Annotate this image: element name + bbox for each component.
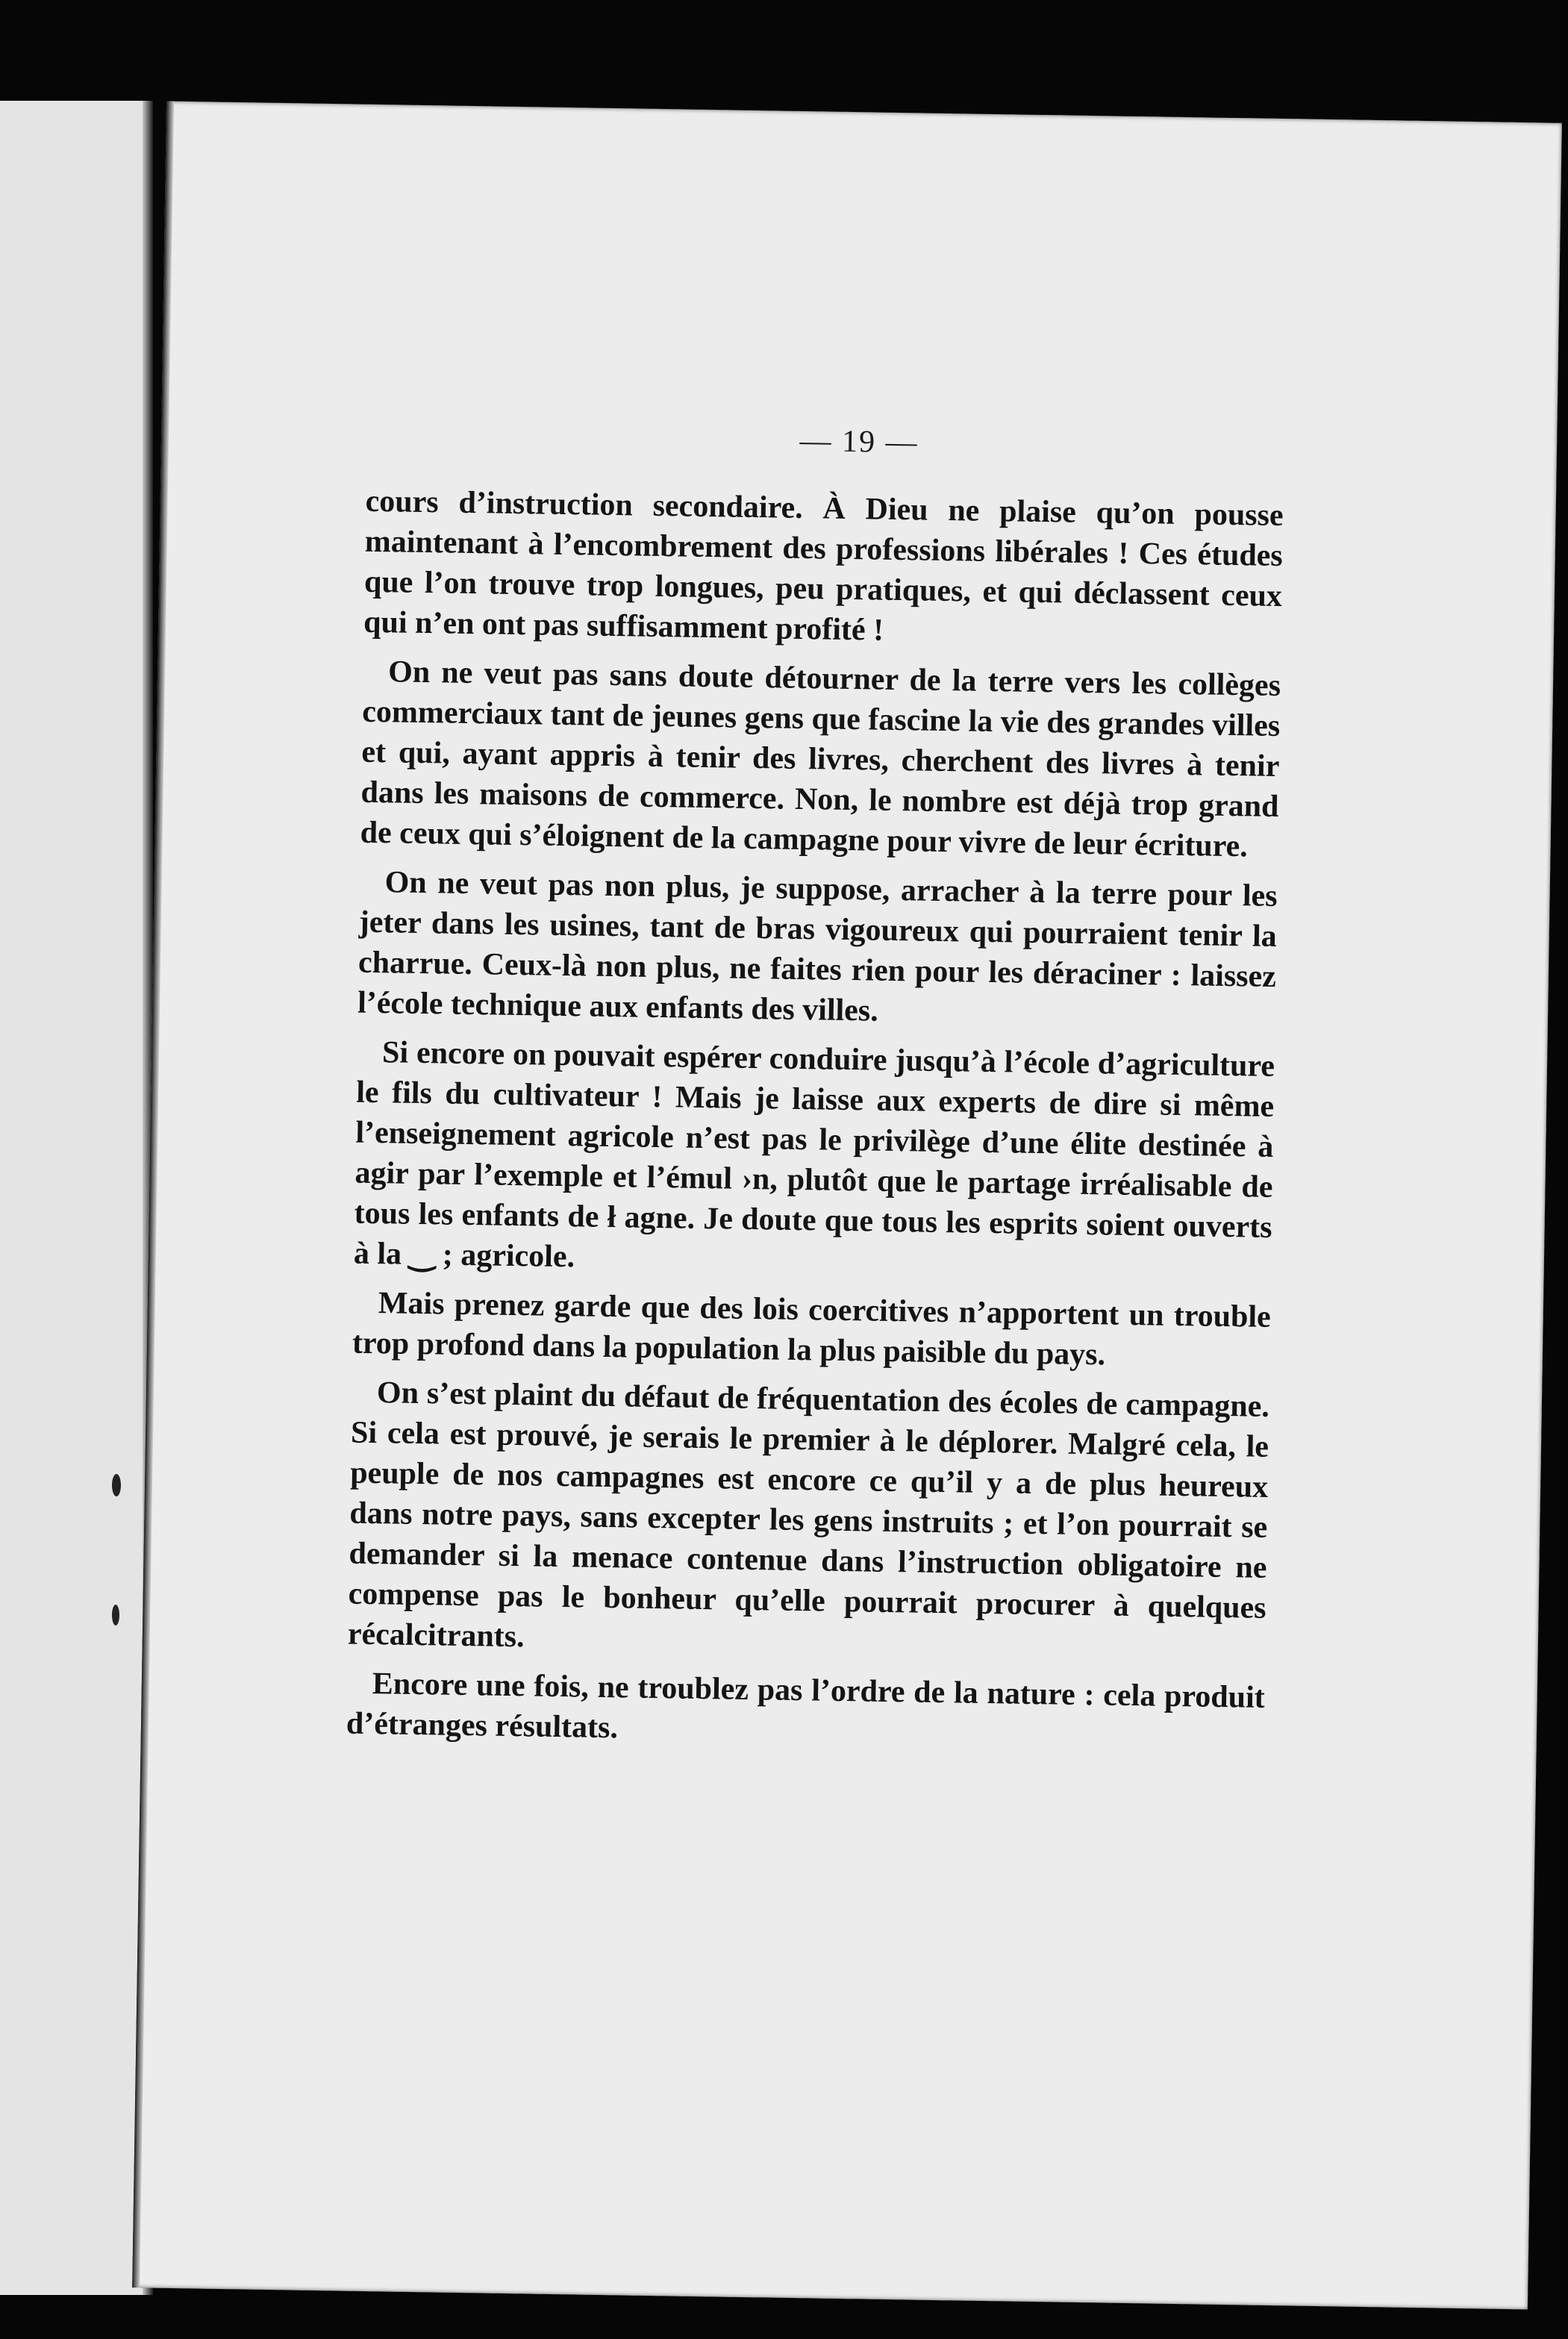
- book-page: [132, 101, 1562, 2309]
- facing-page-edge: [0, 101, 153, 2295]
- body-text: [346, 481, 1284, 1767]
- paragraph-4: Si encore on pouvait espérer conduire jusqu’à l’école d’agriculture le fils du cultivateur ! Mais je laisse aux experts de dire si même l’enseignement agricole n’est pas le privilège d’une élite destinée à agir par l’exemple et l’émul ›n, plutôt que le partage irréalisable de tous les enfants de ł agne. Je doute que tous les esprits soient ouverts à la ‿ ; agricole.: [353, 1035, 1275, 1275]
- paragraph-7: Encore une fois, ne troublez pas l’ordre de la nature : cela produit d’étranges résultats.: [346, 1667, 1266, 1746]
- paragraph-5: Mais prenez garde que des lois coercitives n’apportent un trouble trop profond dans la population la plus paisible du pays.: [352, 1286, 1272, 1373]
- page-number: — 19 —: [799, 423, 919, 460]
- paragraph-1: cours d’instruction secondaire. À Dieu ne plaise qu’on pousse maintenant à l’encombrement des professions libérales ! Ces études que l’on trouve trop longues, peu pratiques, et qui déclassent ceux qui n’en ont pas suffisamment profité !: [363, 484, 1284, 648]
- paragraph-6: On s’est plaint du défaut de fréquentation des écoles de campagne. Si cela est prouvé, je serais le premier à le déplorer. Malgré cela, le peuple de nos campagnes est encore ce qu’il y a de plus heureux dans notre pays, sans excepter les gens instruits ; et l’on pourrait se demander si la menace contenue dans l’instruction obligatoire ne compense pas le bonheur qu’elle pourrait procurer à quelques récalcitrants.: [347, 1375, 1270, 1655]
- binding-hole-mark: [112, 1474, 121, 1496]
- paragraph-3: On ne veut pas non plus, je suppose, arracher à la terre pour les jeter dans les usines, tant de bras vigoureux qui pourraient tenir la charrue. Ceux-là non plus, ne faites rien pour les déraciner : laissez l’école technique aux enfants des villes.: [357, 865, 1278, 1028]
- paragraph-2: On ne veut pas sans doute détourner de la terre vers les collèges commerciaux tant de jeunes gens que fascine la vie des grandes villes et qui, ayant appris à tenir des livres, cherchent des livres à tenir dans les maisons de commerce. Non, le nombre est déjà trop grand de ceux qui s’éloignent de la campagne pour vivre de leur écriture.: [360, 655, 1281, 864]
- binding-hole-mark: [112, 1605, 119, 1626]
